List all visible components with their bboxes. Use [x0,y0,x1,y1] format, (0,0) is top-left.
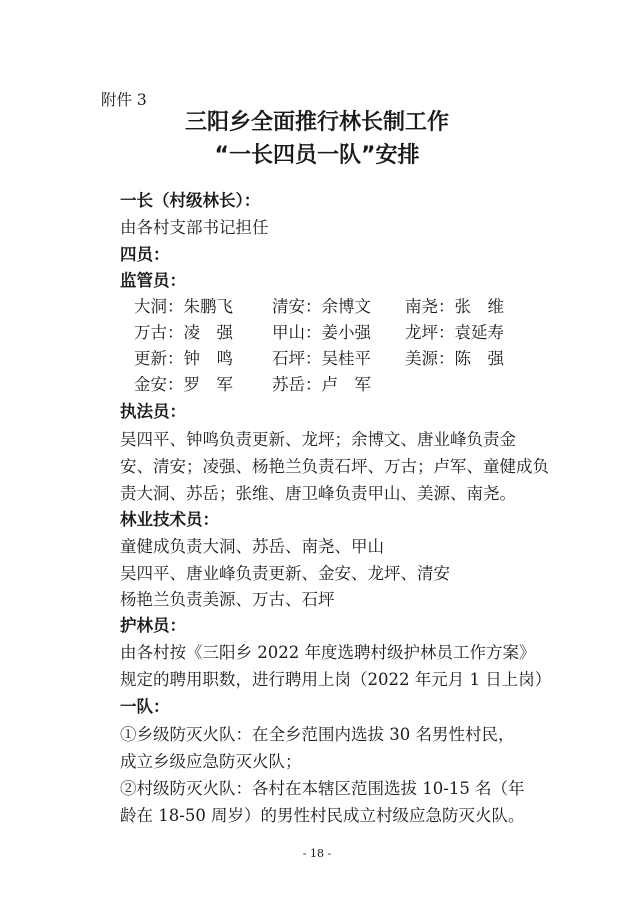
section-four-members-heading: 四员： [120,245,170,264]
supervisor-entry: 甲山：姜小强 [272,323,371,342]
rangers-line: 规定的聘用职数，进行聘用上岗（2022 年元月 1 日上岗） [120,670,552,689]
forestry-tech-line: 吴四平、唐业峰负责更新、金安、龙坪、清安 [120,564,450,583]
attachment-label: 附件 3 [101,91,147,109]
page-title-line-1: 三阳乡全面推行林长制工作 [184,110,449,135]
page-number: - 18 - [302,847,332,860]
forestry-tech-line: 童健成负责大洞、苏岳、南尧、甲山 [120,537,384,556]
enforcers-line: 安、清安；凌强、杨艳兰负责石坪、万古；卢军、童健成负 [120,457,549,476]
section-rangers-heading: 护林员： [120,616,186,635]
supervisor-entry: 万古：凌 强 [134,323,233,342]
supervisor-entry: 美源：陈 强 [405,349,504,368]
supervisor-entry: 大洞：朱鹏飞 [134,297,233,316]
team-line: 龄在 18-50 周岁）的男性村民成立村级应急防灭火队。 [120,806,525,825]
supervisor-entry: 更新：钟 鸣 [134,349,233,368]
enforcers-line: 吴四平、钟鸣负责更新、龙坪；余博文、唐业峰负责金 [120,430,516,449]
supervisor-entry: 龙坪：袁延寿 [405,323,504,342]
team-line: 成立乡级应急防灭火队； [120,752,302,771]
team-line: ②村级防灭火队：各村在本辖区范围选拔 10-15 名（年 [120,779,525,798]
supervisor-entry: 清安：余博文 [272,297,371,316]
section-forestry-tech-heading: 林业技术员： [120,510,219,529]
enforcers-line: 责大洞、苏岳；张维、唐卫峰负责甲山、美源、南尧。 [120,484,516,503]
section-supervisors-heading: 监管员： [120,271,186,290]
section-one-chief-heading: 一长（村级林长）： [120,191,261,210]
team-line: ①乡级防灭火队：在全乡范围内选拔 30 名男性村民， [120,725,515,744]
page-title-line-2: “一长四员一队”安排 [214,143,420,168]
supervisor-entry: 石坪：吴桂平 [272,349,371,368]
supervisor-entry: 金安：罗 军 [134,375,233,394]
section-one-team-heading: 一队： [120,697,170,716]
forestry-tech-line: 杨艳兰负责美源、万古、石坪 [120,590,335,609]
supervisor-entry: 苏岳：卢 军 [272,375,371,394]
rangers-line: 由各村按《三阳乡 2022 年度选聘村级护林员工作方案》 [120,643,536,662]
one-chief-text: 由各村支部书记担任 [120,218,269,237]
section-enforcers-heading: 执法员： [120,402,186,421]
supervisor-entry: 南尧：张 维 [405,297,504,316]
